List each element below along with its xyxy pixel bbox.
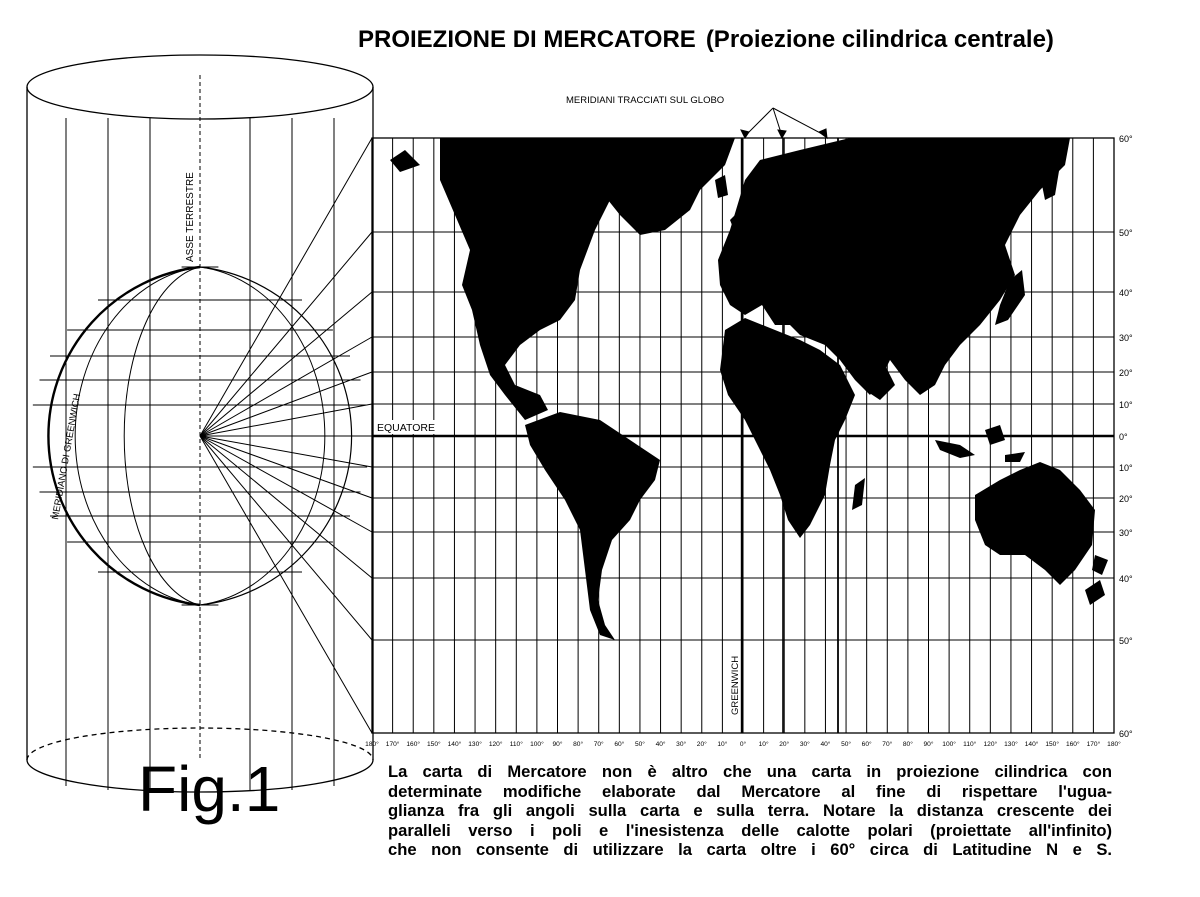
longitude-tick-label: 20° xyxy=(779,741,790,748)
longitude-tick-label: 150° xyxy=(427,741,441,748)
latitude-labels xyxy=(1119,134,1133,739)
new-zealand-islands xyxy=(1085,555,1108,605)
figure-label: Fig.1 xyxy=(138,753,281,825)
projection-ray xyxy=(200,404,372,436)
longitude-tick-label: 160° xyxy=(1065,741,1080,748)
latitude-tick-label: 20° xyxy=(1119,368,1133,378)
meridians-note-arrows xyxy=(741,108,827,138)
latitude-tick-label: 40° xyxy=(1119,288,1133,298)
longitude-tick-label: 100° xyxy=(530,741,544,748)
arabia-landmass xyxy=(860,360,895,400)
longitude-tick-label: 10° xyxy=(717,741,728,748)
projection-ray xyxy=(200,436,372,467)
caption xyxy=(388,762,1112,860)
latitude-tick-label: 50° xyxy=(1119,228,1133,238)
latitude-tick-label: 30° xyxy=(1119,333,1133,343)
greenwich-meridian-label: MERIDIANO DI GREENWICH xyxy=(50,392,84,521)
projection-ray xyxy=(200,436,372,532)
continents xyxy=(390,138,1108,640)
longitude-tick-label: 170° xyxy=(385,741,400,748)
longitude-tick-label: 20° xyxy=(696,741,707,748)
world-map xyxy=(365,95,1133,748)
longitude-tick-label: 70° xyxy=(882,741,893,748)
longitude-tick-label: 130° xyxy=(1004,741,1018,748)
longitude-tick-label: 150° xyxy=(1045,741,1059,748)
longitude-tick-label: 0° xyxy=(739,741,747,748)
longitude-tick-label: 10° xyxy=(758,741,769,748)
equator-label: EQUATORE xyxy=(377,422,435,434)
caption-line-3: glianza fra gli angoli sulla carta e sulla terra. Notare la distanza crescente dei xyxy=(388,801,1112,821)
greenwich-label: GREENWICH xyxy=(730,655,741,715)
globe xyxy=(33,138,372,733)
indonesia-islands xyxy=(935,425,1025,462)
projection-ray xyxy=(200,292,372,436)
australia-landmass xyxy=(975,462,1095,585)
greenland-landmass xyxy=(580,138,735,235)
title-main: PROIEZIONE DI MERCATORE xyxy=(358,26,696,53)
latitude-tick-label: 20° xyxy=(1119,494,1133,504)
caption-line-2: determinate modifiche elaborate dal Mercatore al fine di rispettare l'ugua- xyxy=(388,781,1112,801)
projection-ray xyxy=(200,436,372,578)
title-subtitle: (Proiezione cilindrica centrale) xyxy=(705,26,1054,53)
cylinder-top-ellipse xyxy=(27,55,373,119)
longitude-tick-label: 100° xyxy=(942,741,956,748)
longitude-tick-label: 110° xyxy=(963,741,977,748)
longitude-tick-label: 130° xyxy=(468,741,482,748)
latitude-tick-label: 60° xyxy=(1119,134,1133,144)
longitude-tick-label: 90° xyxy=(552,741,563,748)
longitude-tick-label: 30° xyxy=(799,741,810,748)
longitude-tick-label: 140° xyxy=(1024,741,1039,748)
projection-rays xyxy=(200,138,372,733)
longitude-tick-label: 170° xyxy=(1086,741,1101,748)
longitude-tick-label: 90° xyxy=(923,741,934,748)
longitude-tick-label: 60° xyxy=(861,741,872,748)
latitude-tick-label: 0° xyxy=(1119,432,1128,442)
longitude-tick-label: 50° xyxy=(841,741,852,748)
latitude-tick-label: 60° xyxy=(1119,729,1133,739)
axis-label: ASSE TERRESTRE xyxy=(185,172,196,262)
longitude-tick-label: 120° xyxy=(488,741,503,748)
latitude-tick-label: 10° xyxy=(1119,400,1133,410)
projection-ray xyxy=(200,372,372,436)
meridians-note: MERIDIANI TRACCIATI SUL GLOBO xyxy=(566,95,725,106)
latitude-tick-label: 40° xyxy=(1119,574,1133,584)
longitude-tick-label: 40° xyxy=(655,741,666,748)
longitude-tick-label: 180° xyxy=(365,741,379,748)
longitude-tick-label: 30° xyxy=(676,741,687,748)
latitude-tick-label: 10° xyxy=(1119,463,1133,473)
longitude-tick-label: 80° xyxy=(573,741,584,748)
longitude-tick-label: 80° xyxy=(902,741,913,748)
longitude-tick-label: 70° xyxy=(593,741,604,748)
madagascar-island xyxy=(852,478,865,510)
longitude-tick-label: 180° xyxy=(1107,741,1121,748)
caption-line-4: paralleli verso i poli e l'inesistenza delle calotte polari (proiettate all'infinito) xyxy=(388,820,1112,840)
latitude-tick-label: 50° xyxy=(1119,636,1133,646)
longitude-tick-label: 50° xyxy=(634,741,645,748)
caption-line-5: che non consente di utilizzare la carta oltre i 60° circa di Latitudine N e S. xyxy=(388,840,1112,860)
caption-line-1: La carta di Mercatore non è altro che una carta in proiezione cilindrica con xyxy=(388,762,1112,781)
longitude-tick-label: 160° xyxy=(406,741,421,748)
longitude-tick-label: 120° xyxy=(983,741,998,748)
longitude-labels xyxy=(365,740,1121,748)
longitude-tick-label: 40° xyxy=(820,741,831,748)
latitude-tick-label: 30° xyxy=(1119,528,1133,538)
longitude-tick-label: 60° xyxy=(614,741,625,748)
cylinder xyxy=(27,55,373,792)
longitude-tick-label: 110° xyxy=(509,741,523,748)
longitude-tick-label: 140° xyxy=(447,741,462,748)
projection-ray xyxy=(200,337,372,436)
